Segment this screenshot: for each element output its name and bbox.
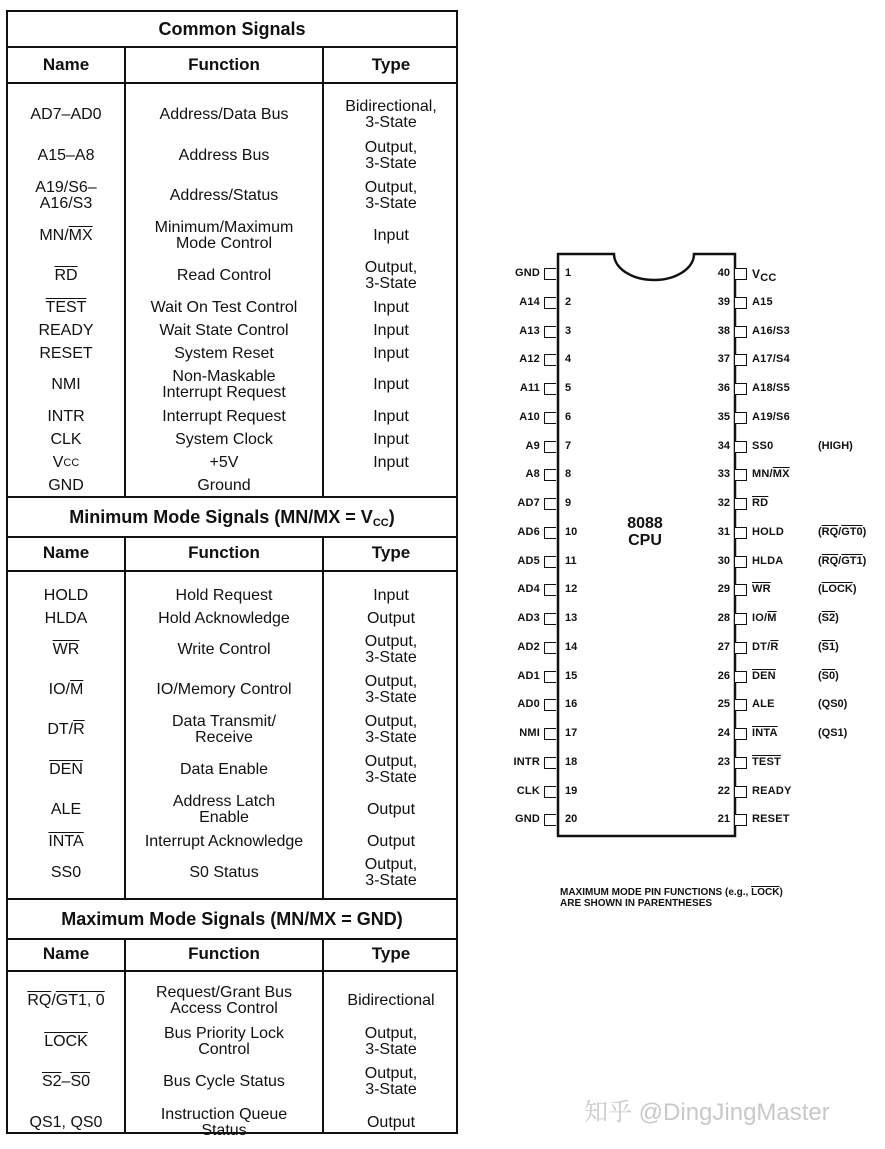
pin-label: AD5 [517,554,540,567]
pin-box [544,671,556,683]
pin-box [735,613,747,625]
pin-box [735,584,747,596]
signal-type: Output, 3-State [364,1025,418,1058]
signal-type: Input [373,376,409,393]
max-mode-function: (QS1) [818,727,848,739]
signal-function: Bus Cycle Status [163,1073,285,1090]
pin-box [544,383,556,395]
pin-number: 9 [565,497,572,509]
pin-label: $DT/\overline{R}$ [752,640,779,653]
pin-box [544,814,556,826]
signal-type: Output, 3-State [364,139,418,172]
pin-number: 23 [717,755,730,768]
signal-function: IO/Memory Control [156,681,292,698]
pin-box [735,297,747,309]
signal-name: A15–A8 [37,147,95,164]
signal-type: Input [373,430,409,448]
pin-box [735,326,747,338]
pin-label: A14 [519,295,540,308]
pin-number: 29 [717,583,730,596]
pin-number: 15 [565,669,578,682]
pin-note: MAXIMUM MODE PIN FUNCTIONS (e.g., LOCK) ARE SHOWN IN PARENTHESES [560,887,783,909]
signal-name: S2 – S0 [41,1073,91,1090]
signal-name: MN/ $\overline{MX}$ [39,227,93,244]
pin-number: 7 [565,439,572,452]
signal-function: Interrupt Request [162,407,286,425]
signal-function: Request/Grant Bus Access Control [155,984,293,1017]
signal-name: HOLD [43,586,89,604]
column-header: Function [188,543,260,562]
pin-box [544,584,556,596]
max-mode-function: (HIGH) [818,439,853,452]
pin-label: A9 [525,439,540,452]
column-header: Type [371,944,411,963]
column-header: Type [371,55,411,74]
signal-name: SS0 [50,864,82,881]
pin-label: GND [514,813,540,826]
signal-name: READY [38,321,94,339]
signal-name: NMI [51,376,81,393]
pin-box [544,613,556,625]
signal-name: RESET [39,344,93,362]
watermark: 知乎 @DingJingMaster [584,1099,830,1126]
signal-function: Interrupt Acknowledge [144,832,304,850]
pin-box [544,469,556,481]
pin-box [735,441,747,453]
pin-label: A18/S5 [752,382,790,394]
max-mode-function: $(\overline{RQ}/GT0)$ [818,525,867,538]
signal-function: Hold Acknowledge [158,609,290,627]
column-header: Type [371,543,411,562]
pin-number: 12 [565,583,578,596]
signal-name: $\overline{RQ}$ / GT1, 0 [27,992,105,1009]
pin-box [544,354,556,366]
signal-name: QS1, QS0 [29,1114,103,1131]
signal-function: +5V [209,453,239,471]
pin-label: CLK [516,784,540,797]
pin-box [735,728,747,740]
signal-function: Address Bus [178,147,270,164]
pin-number: 4 [565,353,572,366]
pin-number: 21 [717,813,730,826]
signal-type: Input [373,586,409,604]
pin-label: AD0 [517,698,540,711]
pin-number: 6 [565,410,572,423]
pin-number: 20 [565,813,578,826]
signal-type: Input [373,344,409,362]
pin-box [544,642,556,654]
pin-number: 14 [565,640,578,653]
column-header: Function [188,944,260,963]
pin-box [735,354,747,366]
signal-type: Output, 3-State [364,633,418,666]
signal-function: Data Enable [179,761,269,778]
max-mode-function: (LOCK) [818,583,857,596]
pin-number: 26 [717,669,730,682]
signal-name: CLK [50,430,82,448]
pin-label: A19/S6 [752,410,790,423]
pin-box [735,498,747,510]
signal-type: Output, 3-State [364,856,418,889]
signal-name: TEST [45,298,87,316]
signal-name: DT/ $\overline{R}$ [47,721,85,738]
max-mode-function: (S2) [818,612,839,624]
pin-label: RESET [752,813,790,826]
pin-label: A12 [519,353,540,366]
pin-label: $\overline{RD}$ [752,497,769,509]
pin-box [735,268,747,280]
pin-box [544,498,556,510]
pin-number: 36 [717,382,730,394]
pin-label: A10 [519,410,540,423]
pin-number: 8 [565,468,572,481]
common-section-title: Common Signals [8,12,456,48]
signal-name: V CC [52,453,80,471]
pin-box [735,412,747,424]
pin-box [735,383,747,395]
pin-label: GND [514,267,540,279]
pin-label: AD2 [517,640,540,653]
pin-number: 34 [717,439,730,452]
signal-type: Output, 3-State [364,713,418,746]
signal-type: Output [366,1114,416,1131]
pin-box [544,441,556,453]
signal-function: Non-Maskable Interrupt Request [162,368,286,401]
max-mode-function: (S1) [818,640,839,653]
signal-function: Bus Priority Lock Control [163,1025,285,1058]
column-header: Function [188,55,260,74]
pin-label: $\overline{DEN}$ [752,669,776,682]
pin-number: 27 [717,640,730,653]
pin-label: SS0 [752,439,774,452]
pin-label: HOLD [752,525,784,538]
pin-label: READY [752,784,792,797]
pin-label: AD1 [517,669,540,682]
max-mode-function: $(\overline{RQ}/GT1)$ [818,554,867,567]
minimum-section-title: Minimum Mode Signals $(MN/MX = V_{CC})$ [8,496,456,538]
pin-box [735,814,747,826]
pin-box [735,699,747,711]
pin-box [735,469,747,481]
pin-label: VCC [752,267,777,284]
signal-type: Output, 3-State [364,1065,418,1098]
pin-number: 11 [565,554,577,567]
signal-function: Ground [197,476,251,494]
signal-function: S0 Status [189,864,259,881]
pin-number: 38 [717,324,730,337]
column-header: Name [42,55,90,74]
signal-name: ALE [50,801,82,818]
pin-number: 19 [565,784,578,797]
signal-name: AD7–AD0 [30,106,102,123]
signal-function: Address/Data Bus [159,106,289,123]
pin-label: INTR [513,755,540,768]
pin-box [544,297,556,309]
pin-box [735,642,747,654]
signal-type: Bidirectional [347,992,435,1009]
signal-type: Input [373,298,409,316]
signal-type: Input [373,227,409,244]
signal-type: Output, 3-State [364,753,418,786]
max-mode-function: (S0) [818,669,839,682]
pin-number: 28 [717,612,730,624]
pin-label: A11 [519,382,540,394]
signal-function: Hold Request [175,586,273,604]
signal-name: HLDA [44,609,88,627]
signal-function: Wait State Control [159,321,289,339]
pin-box [735,527,747,539]
pin-label: A15 [752,295,773,308]
signal-type: Bidirectional, 3-State [345,98,437,131]
signal-name: $\overline{DEN}$ [49,761,83,778]
signal-type: Output [366,801,416,818]
pin-number: 40 [717,267,730,279]
pin-label: $\overline{WR}$ [752,583,771,596]
pin-box [735,786,747,798]
pin-box [735,671,747,683]
pin-number: 31 [717,525,730,538]
signal-function: Read Control [176,267,272,284]
signal-function: System Clock [175,430,273,448]
pin-number: 1 [565,267,572,279]
pin-number: 37 [717,353,730,366]
pin-label: A13 [519,324,540,337]
signal-type: Output, 3-State [364,179,418,212]
pin-number: 18 [565,755,578,768]
signal-name: A19/S6– A16/S3 [35,179,97,212]
signal-type: Output, 3-State [364,259,418,292]
signal-function: System Reset [174,344,274,362]
pin-number: 2 [565,295,572,308]
pin-label: A16/S3 [752,324,790,337]
pin-label: $IO/\overline{M}$ [752,612,777,624]
pin-box [544,757,556,769]
signal-name: $\overline{RD}$ [54,267,78,284]
signal-name: GND [48,476,84,494]
signal-type: Input [373,407,409,425]
pin-number: 10 [565,525,578,538]
pin-box [544,728,556,740]
signal-function: Instruction Queue Status [160,1106,288,1139]
column-header: Name [42,543,90,562]
signal-type: Output [366,832,416,850]
pin-label: INTA [752,727,778,739]
pin-number: 35 [717,410,730,423]
signal-function: Minimum/Maximum Mode Control [154,219,294,252]
pin-label: AD4 [517,583,540,596]
pin-number: 25 [717,698,730,711]
signal-name: IO/ $\overline{M}$ [48,681,84,698]
pin-number: 32 [717,497,730,509]
pin-label: AD3 [517,612,540,624]
pin-label: A8 [525,468,540,481]
pin-number: 17 [565,727,578,739]
signal-type: Output, 3-State [364,673,418,706]
pin-number: 24 [717,727,730,739]
pin-label: NMI [519,727,540,739]
pin-label: TEST [752,755,781,768]
pin-box [735,556,747,568]
pin-number: 5 [565,382,572,394]
pin-box [544,527,556,539]
pin-label: A17/S4 [752,353,790,366]
pin-box [735,757,747,769]
pin-box [544,786,556,798]
pin-number: 22 [717,784,730,797]
signal-function: Data Transmit/ Receive [171,713,277,746]
pin-number: 30 [717,554,730,567]
pin-label: AD6 [517,525,540,538]
column-header: Name [42,944,90,963]
signal-name: INTR [47,407,85,425]
pin-number: 13 [565,612,578,624]
maximum-section-title: Maximum Mode Signals (MN/MX = GND) [8,898,456,940]
pin-label: ALE [752,698,775,711]
signal-type: Input [373,453,409,471]
pin-label: AD7 [517,497,540,509]
signal-type: Output [366,609,416,627]
signal-function: Wait On Test Control [150,298,298,316]
signal-name: LOCK [44,1033,88,1050]
signal-function: Write Control [177,641,271,658]
pin-number: 16 [565,698,578,711]
pin-label: HLDA [752,554,784,567]
pin-box [544,699,556,711]
pin-label: $MN/\overline{MX}$ [752,468,790,481]
pin-box [544,412,556,424]
max-mode-function: (QS0) [818,698,848,711]
chip-name: 8088 CPU [627,515,663,549]
pin-number: 3 [565,324,572,337]
pin-box [544,268,556,280]
pin-number: 33 [717,468,730,481]
signal-function: Address/Status [169,187,279,204]
pin-box [544,326,556,338]
signal-name: $\overline{WR}$ [52,641,80,658]
signal-function: Address Latch Enable [172,793,276,826]
pin-box [544,556,556,568]
signal-name: INTA [48,832,84,850]
pin-number: 39 [717,295,730,308]
signal-type: Input [373,321,409,339]
